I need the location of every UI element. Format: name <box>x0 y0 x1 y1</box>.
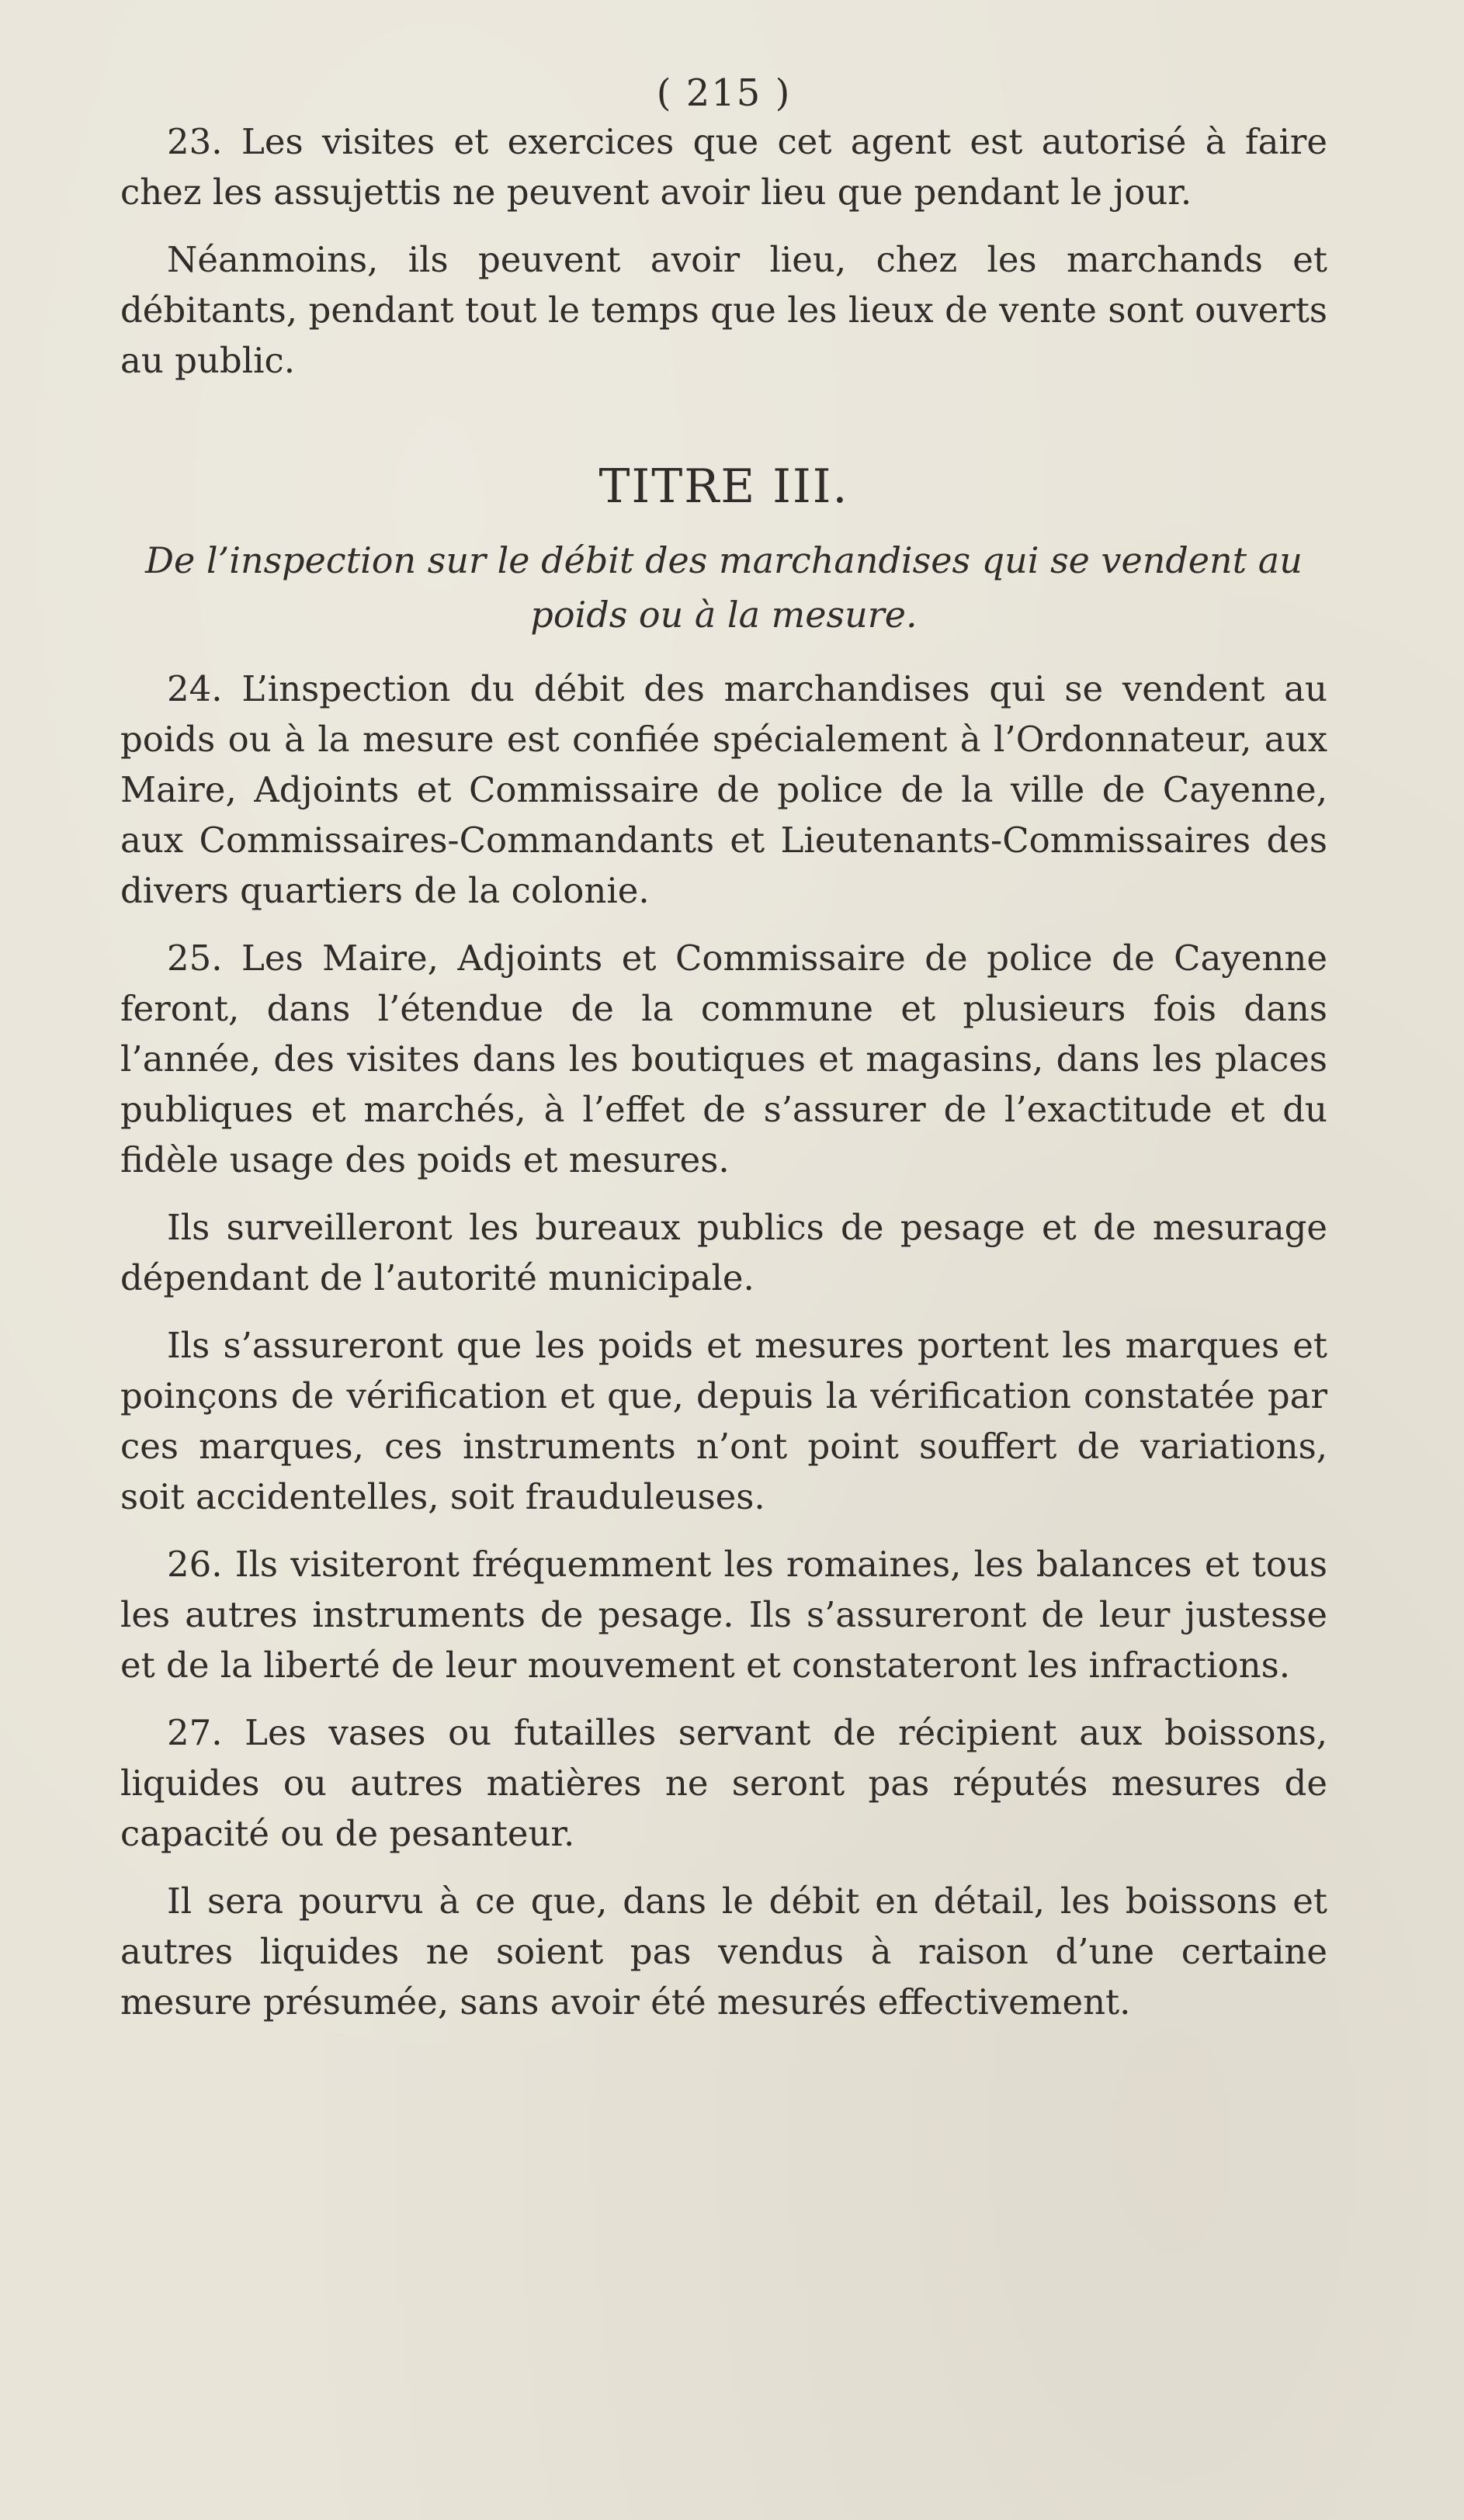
paragraph-assureront: Ils s’assureront que les poids et mesures portent les marques et poinçons de vérification et que, depuis la vérification constatée par ces marques, ces instruments n’ont point souffert de variations, soit accidentelles, soit frauduleuses. <box>120 1325 1327 1517</box>
section-title: TITRE III. <box>598 459 849 514</box>
article-23-paragraph: 23. Les visites et exercices que cet agent est autorisé à faire chez les assujettis ne peuvent avoir lieu que pendant le jour. <box>120 121 1327 213</box>
paragraph-surveilleront: Ils surveilleront les bureaux publics de pesage et de mesurage dépendant de l’autorité municipale. <box>120 1207 1327 1298</box>
text-block <box>120 70 1327 2027</box>
section-subtitle: De l’inspection sur le débit des marchandises qui se vendent au poids ou à la mesure. <box>145 539 1303 636</box>
article-27-paragraph: 27. Les vases ou futailles servant de récipient aux boissons, liquides ou autres matières ne seront pas réputés mesures de capacité ou de pesanteur. <box>120 1712 1327 1854</box>
article-26-paragraph: 26. Ils visiteront fréquemment les romaines, les balances et tous les autres instruments de pesage. Ils s’assureront de leur justesse et de la liberté de leur mouvement et constateront les infractions. <box>120 1544 1327 1686</box>
article-25-paragraph: 25. Les Maire, Adjoints et Commissaire de police de Cayenne feront, dans l’étendue de la commune et plusieurs fois dans l’année, des visites dans les boutiques et magasins, dans les places publiques et marchés, à l’effet de s’assurer de l’exactitude et du fidèle usage des poids et mesures. <box>120 938 1327 1180</box>
paragraph-pourvu: Il sera pourvu à ce que, dans le débit en détail, les boissons et autres liquides ne soient pas vendus à raison d’une certaine mesure présumée, sans avoir été mesurés effectivement. <box>120 1880 1327 2023</box>
page-number: ( 215 ) <box>656 71 792 115</box>
paragraph-neanmoins: Néanmoins, ils peuvent avoir lieu, chez les marchands et débitants, pendant tout le temps que les lieux de vente sont ouverts au public. <box>120 239 1327 381</box>
article-24-paragraph: 24. L’inspection du débit des marchandises qui se vendent au poids ou à la mesure est confiée spécialement à l’Ordonnateur, aux Maire, Adjoints et Commissaire de police de la ville de Cayenne, aux Commissaires-Commandants et Lieutenants-Commissaires des divers quartiers de la colonie. <box>120 668 1327 911</box>
